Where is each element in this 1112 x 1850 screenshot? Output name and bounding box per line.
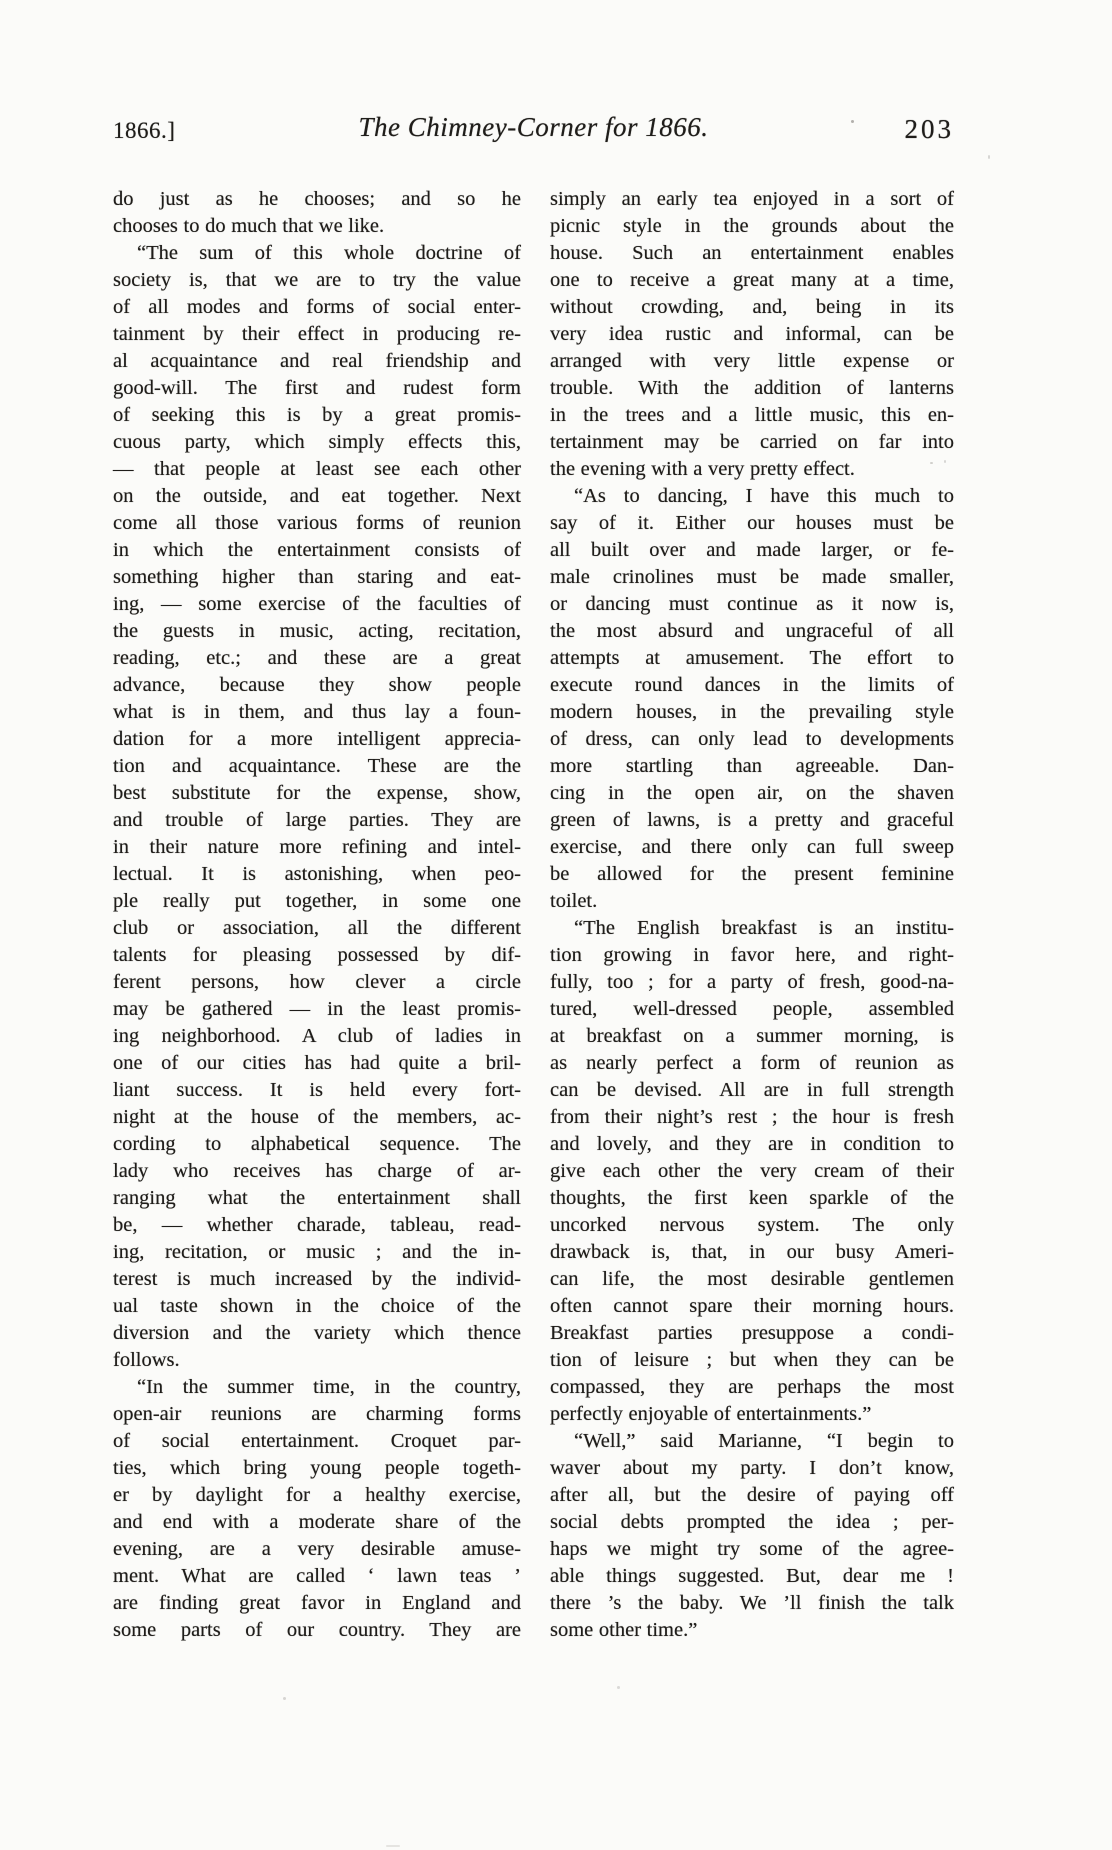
- text-line: ing, — some exercise of the faculties of: [113, 593, 521, 615]
- text-line: something higher than staring and eat-: [113, 566, 521, 588]
- text-line: all built over and made larger, or fe-: [550, 539, 954, 561]
- text-line: — that people at least see each other: [113, 458, 521, 480]
- text-line: cording to alphabetical sequence. The: [113, 1133, 521, 1155]
- header-page-number: 203: [904, 114, 954, 144]
- paragraph: [113, 186, 521, 240]
- paragraph: [113, 240, 521, 1374]
- scan-speck: [617, 1686, 620, 1689]
- text-line: as nearly perfect a form of reunion as: [550, 1052, 954, 1074]
- text-line: thoughts, the first keen sparkle of the: [550, 1187, 954, 1209]
- text-line: say of it. Either our houses must be: [550, 512, 954, 534]
- text-line: cing in the open air, on the shaven: [550, 782, 954, 804]
- text-line: ferent persons, how clever a circle: [113, 971, 521, 993]
- text-line: advance, because they show people: [113, 674, 521, 696]
- text-line: good-will. The first and rudest form: [113, 377, 521, 399]
- text-line: al acquaintance and real friendship and: [113, 350, 521, 372]
- text-line: and end with a moderate share of the: [113, 1511, 521, 1533]
- text-line: may be gathered — in the least promis-: [113, 998, 521, 1020]
- text-line: after all, but the desire of paying off: [550, 1484, 954, 1506]
- text-line: lady who receives has charge of ar-: [113, 1160, 521, 1182]
- text-line: ment. What are called ‘ lawn teas ’: [113, 1565, 521, 1587]
- text-line: there ’s the baby. We ’ll finish the talk: [550, 1592, 954, 1614]
- text-line: social debts prompted the idea ; per-: [550, 1511, 954, 1533]
- text-line: modern houses, in the prevailing style: [550, 701, 954, 723]
- text-line: ing, recitation, or music ; and the in-: [113, 1241, 521, 1263]
- text-line: evening, are a very desirable amuse-: [113, 1538, 521, 1560]
- text-line: the guests in music, acting, recitation,: [113, 620, 521, 642]
- text-line: arranged with very little expense or: [550, 350, 954, 372]
- text-line: waver about my party. I don’t know,: [550, 1457, 954, 1479]
- text-line: from their night’s rest ; the hour is fresh: [550, 1106, 954, 1128]
- text-line: best substitute for the expense, show,: [113, 782, 521, 804]
- text-line: can be devised. All are in full strength: [550, 1079, 954, 1101]
- text-line: tion of leisure ; but when they can be: [550, 1349, 954, 1371]
- text-line: picnic style in the grounds about the: [550, 215, 954, 237]
- text-line: be, — whether charade, tableau, read-: [113, 1214, 521, 1236]
- text-line: open-air reunions are charming forms: [113, 1403, 521, 1425]
- text-line: more startling than agreeable. Dan-: [550, 755, 954, 777]
- text-line: compassed, they are perhaps the most: [550, 1376, 954, 1398]
- paragraph: [550, 1428, 954, 1644]
- text-line: one to receive a great many at a time,: [550, 269, 954, 291]
- text-line: green of lawns, is a pretty and graceful: [550, 809, 954, 831]
- text-line: chooses to do much that we like.: [113, 215, 385, 237]
- text-line: tion and acquaintance. These are the: [113, 755, 521, 777]
- text-line: cuous party, which simply effects this,: [113, 431, 521, 453]
- text-line: at breakfast on a summer morning, is: [550, 1025, 954, 1047]
- text-line: come all those various forms of reunion: [113, 512, 521, 534]
- text-line: very idea rustic and informal, can be: [550, 323, 954, 345]
- text-line: society is, that we are to try the value: [113, 269, 521, 291]
- paragraph: [113, 1374, 521, 1644]
- text-line: tertainment may be carried on far into: [550, 431, 954, 453]
- text-line: night at the house of the members, ac-: [113, 1106, 521, 1128]
- scan-speck: [944, 460, 946, 463]
- header-year: 1866.]: [113, 118, 176, 143]
- scan-speck: [386, 1845, 400, 1847]
- text-line: lectual. It is astonishing, when peo-: [113, 863, 521, 885]
- running-head: [113, 112, 954, 152]
- text-line: ual taste shown in the choice of the: [113, 1295, 521, 1317]
- text-line: and lovely, and they are in condition to: [550, 1133, 954, 1155]
- text-line: tion growing in favor here, and right-: [550, 944, 954, 966]
- text-line: some parts of our country. They are: [113, 1619, 521, 1641]
- text-line: er by daylight for a healthy exercise,: [113, 1484, 521, 1506]
- text-line: male crinolines must be made smaller,: [550, 566, 954, 588]
- paragraph: [550, 915, 954, 1428]
- text-line: attempts at amusement. The effort to: [550, 647, 954, 669]
- text-line: do just as he chooses; and so he: [113, 188, 521, 210]
- text-line: follows.: [113, 1349, 180, 1371]
- text-line: give each other the very cream of their: [550, 1160, 954, 1182]
- text-line: ing neighborhood. A club of ladies in: [113, 1025, 521, 1047]
- text-line: terest is much increased by the individ-: [113, 1268, 521, 1290]
- text-line: ranging what the entertainment shall: [113, 1187, 521, 1209]
- text-line: uncorked nervous system. The only: [550, 1214, 954, 1236]
- text-line: of dress, can only lead to developments: [550, 728, 954, 750]
- scan-speck: [283, 1697, 286, 1700]
- text-line: dation for a more intelligent apprecia-: [113, 728, 521, 750]
- text-line: in their nature more refining and intel-: [113, 836, 521, 858]
- text-line: perfectly enjoyable of entertainments.”: [550, 1403, 872, 1425]
- text-line: often cannot spare their morning hours.: [550, 1295, 954, 1317]
- text-line: ple really put together, in some one: [113, 890, 521, 912]
- text-line: or dancing must continue as it now is,: [550, 593, 954, 615]
- text-line: the evening with a very pretty effect.: [550, 458, 855, 480]
- scan-speck: [988, 155, 990, 159]
- text-line: liant success. It is held every fort-: [113, 1079, 521, 1101]
- text-line: are finding great favor in England and: [113, 1592, 521, 1614]
- text-line: club or association, all the different: [113, 917, 521, 939]
- text-line: “The sum of this whole doctrine of: [137, 242, 521, 264]
- text-line: of all modes and forms of social enter-: [113, 296, 521, 318]
- text-line: trouble. With the addition of lanterns: [550, 377, 954, 399]
- text-line: in which the entertainment consists of: [113, 539, 521, 561]
- header-title: The Chimney-Corner for 1866.: [358, 112, 709, 142]
- text-line: and trouble of large parties. They are: [113, 809, 521, 831]
- text-line: fully, too ; for a party of fresh, good-na-: [550, 971, 954, 993]
- text-line: some other time.”: [550, 1619, 698, 1641]
- text-line: “As to dancing, I have this much to: [574, 485, 954, 507]
- text-line: “The English breakfast is an institu-: [574, 917, 954, 939]
- text-line: haps we might try some of the agree-: [550, 1538, 954, 1560]
- text-line: one of our cities has had quite a bril-: [113, 1052, 521, 1074]
- text-line: reading, etc.; and these are a great: [113, 647, 521, 669]
- text-line: tainment by their effect in producing re-: [113, 323, 521, 345]
- text-line: be allowed for the present feminine: [550, 863, 954, 885]
- text-line: simply an early tea enjoyed in a sort of: [550, 188, 954, 210]
- text-line: on the outside, and eat together. Next: [113, 485, 521, 507]
- paragraph: [550, 186, 954, 483]
- text-line: of social entertainment. Croquet par-: [113, 1430, 521, 1452]
- text-line: of seeking this is by a great promis-: [113, 404, 521, 426]
- text-line: exercise, and there only can full sweep: [550, 836, 954, 858]
- text-line: execute round dances in the limits of: [550, 674, 954, 696]
- paragraph: [550, 483, 954, 915]
- text-line: tured, well-dressed people, assembled: [550, 998, 954, 1020]
- text-line: “Well,” said Marianne, “I begin to: [574, 1430, 954, 1452]
- text-line: able things suggested. But, dear me !: [550, 1565, 954, 1587]
- text-line: what is in them, and thus lay a foun-: [113, 701, 521, 723]
- text-line: drawback is, that, in our busy Ameri-: [550, 1241, 954, 1263]
- text-line: toilet.: [550, 890, 598, 912]
- text-line: talents for pleasing possessed by dif-: [113, 944, 521, 966]
- text-line: in the trees and a little music, this en-: [550, 404, 954, 426]
- left-column: [113, 186, 521, 1644]
- text-line: the most absurd and ungraceful of all: [550, 620, 954, 642]
- text-line: diversion and the variety which thence: [113, 1322, 521, 1344]
- scan-speck: [851, 120, 854, 123]
- text-line: ties, which bring young people togeth-: [113, 1457, 521, 1479]
- text-line: Breakfast parties presuppose a condi-: [550, 1322, 954, 1344]
- scan-speck: [930, 462, 933, 464]
- right-column: [550, 186, 954, 1644]
- text-line: without crowding, and, being in its: [550, 296, 954, 318]
- text-line: house. Such an entertainment enables: [550, 242, 954, 264]
- text-body: [113, 186, 954, 1644]
- text-line: “In the summer time, in the country,: [137, 1376, 521, 1398]
- text-line: can life, the most desirable gentlemen: [550, 1268, 954, 1290]
